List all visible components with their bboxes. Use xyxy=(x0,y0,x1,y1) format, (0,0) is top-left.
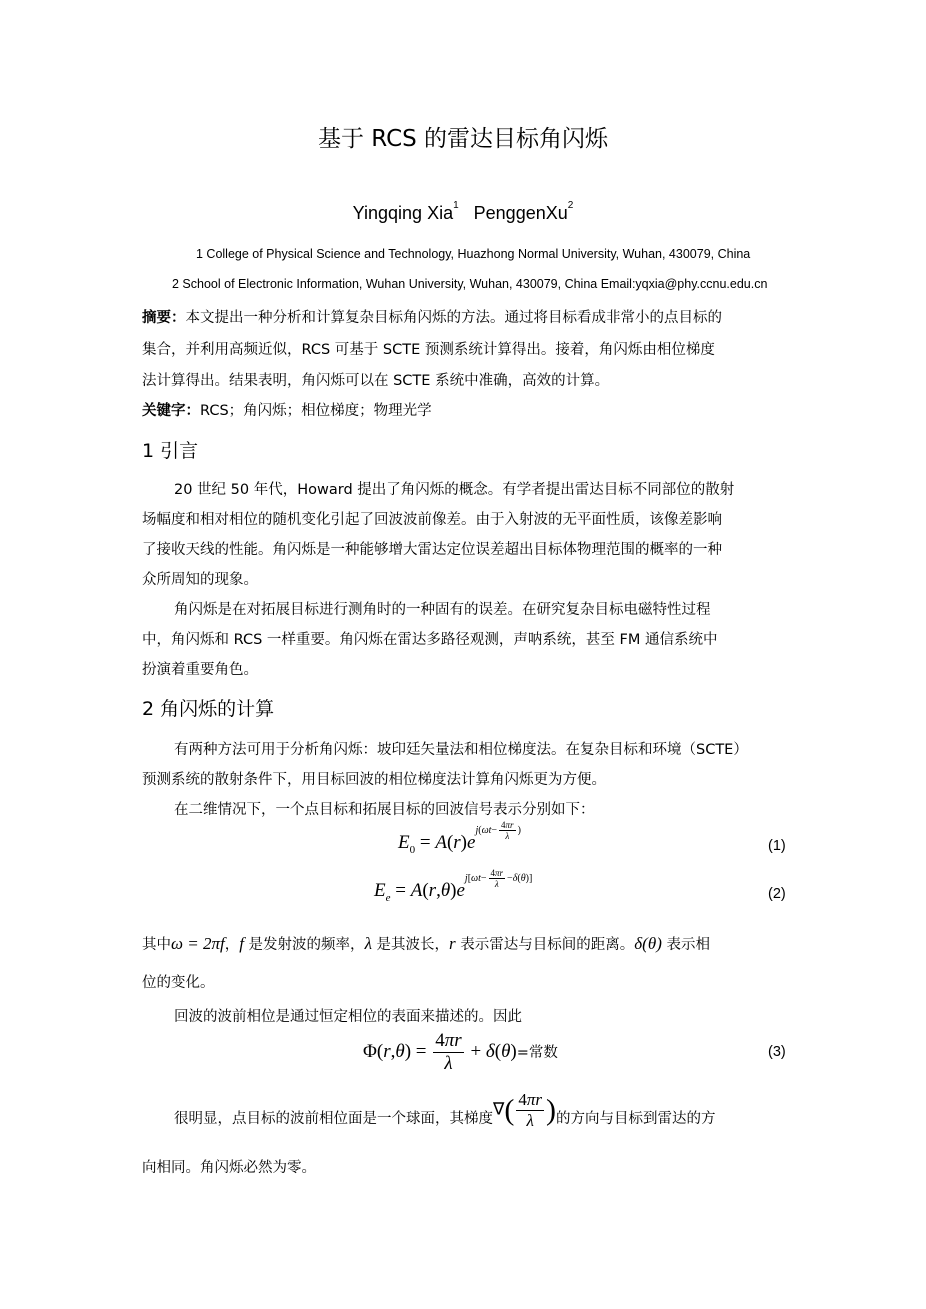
author-2: PenggenXu xyxy=(473,203,568,223)
s2-p4-text-a: 很明显，点目标的波前相位面是一个球面，其梯度 xyxy=(174,1110,493,1127)
where-omega: ω = 2πf xyxy=(171,934,225,953)
equation-3-number: (3) xyxy=(768,1044,786,1060)
s2-p4-line-2: 向相同。角闪烁必然为零。 xyxy=(142,1160,316,1176)
s2-p4-text-b: 的方向与目标到雷达的方 xyxy=(556,1110,716,1127)
s1-p2-line-3: 扮演着重要角色。 xyxy=(142,662,258,678)
equation-1-number: (1) xyxy=(768,838,786,854)
paper-title: 基于 RCS 的雷达目标角闪烁 xyxy=(317,126,609,152)
where-r: r xyxy=(449,934,456,953)
abstract-line-3: 法计算得出。结果表明，角闪烁可以在 SCTE 系统中准确，高效的计算。 xyxy=(142,373,610,389)
where-text-1: ， xyxy=(224,937,240,953)
section-2-heading: 2 角闪烁的计算 xyxy=(142,698,275,720)
abstract-label: 摘要： xyxy=(142,310,186,326)
s2-p1-line-2: 预测系统的散射条件下，用目标回波的相位梯度法计算角闪烁更为方便。 xyxy=(142,772,606,788)
s1-p2-line-2: 中，角闪烁和 RCS 一样重要。角闪烁在雷达多路径观测，声呐系统，甚至 FM 通信系统中 xyxy=(142,632,718,648)
where-line-1 xyxy=(142,933,710,954)
equation-1: $E_0 = A(r)e^{j(\omega t- \frac{4\pi r}{\lambda} )}$ xyxy=(398,820,521,856)
abstract-line-2: 集合，并利用高频近似，RCS 可基于 SCTE 预测系统计算得出。接着，角闪烁由相位梯度 xyxy=(142,342,715,358)
s2-p3: 回波的波前相位是通过恒定相位的表面来描述的。因此 xyxy=(174,1009,522,1025)
equation-2: $E_e = A(r,\theta)e^{j[\omega t- \frac{4\pi r}{\lambda} -\delta(\theta)]}$ xyxy=(374,868,533,904)
author-2-superscript: 2 xyxy=(567,200,574,211)
equation-3-const: =常数 xyxy=(516,1044,558,1061)
where-text-3: 是其波长， xyxy=(371,937,450,953)
s1-p1-line-1: 20 世纪 50 年代，Howard 提出了角闪烁的概念。有学者提出雷达目标不同部位的散射 xyxy=(174,482,735,498)
equation-3: Φ(r,θ) = $\frac{4\pi r}{\lambda}$ + δ(θ)=常数 xyxy=(363,1030,558,1074)
where-f: f xyxy=(239,934,244,953)
s1-p2-line-1: 角闪烁是在对拓展目标进行测角时的一种固有的误差。在研究复杂目标电磁特性过程 xyxy=(174,602,711,618)
keywords-label: 关键字： xyxy=(142,403,200,419)
equation-2-number: (2) xyxy=(768,886,786,902)
section-1-heading: 1 引言 xyxy=(142,440,199,462)
where-text-4: 表示雷达与目标间的距离。 xyxy=(455,937,635,953)
where-line-2: 位的变化。 xyxy=(142,975,215,991)
gradient-expression: ∇( $\frac{4\pi r}{\lambda}$ ) xyxy=(493,1090,557,1130)
affiliation-1: 1 College of Physical Science and Technology, Huazhong Normal University, Wuhan, 430079, China xyxy=(196,247,751,261)
keywords-text: RCS；角闪烁；相位梯度；物理光学 xyxy=(200,403,432,419)
affiliation-2: 2 School of Electronic Information, Wuhan University, Wuhan, 430079, China Email:yqxia@phy.ccnu.edu.cn xyxy=(172,277,768,291)
author-1: Yingqing Xia xyxy=(352,203,454,223)
where-lambda: λ xyxy=(364,934,372,953)
where-text-2: 是发射波的频率， xyxy=(243,937,365,953)
s1-p1-line-4: 众所周知的现象。 xyxy=(142,572,258,588)
where-delta: δ(θ) xyxy=(634,934,662,953)
s1-p1-line-2: 场幅度和相对相位的随机变化引起了回波波前像差。由于入射波的无平面性质，该像差影响 xyxy=(142,512,722,528)
author-line xyxy=(0,200,926,224)
s1-p1-line-3: 了接收天线的性能。角闪烁是一种能够增大雷达定位误差超出目标体物理范围的概率的一种 xyxy=(142,542,722,558)
author-1-superscript: 1 xyxy=(453,200,459,211)
abstract-text-1: 本文提出一种分析和计算复杂目标角闪烁的方法。通过将目标看成非常小的点目标的 xyxy=(185,310,722,326)
where-prefix: 其中 xyxy=(142,937,171,953)
keywords-line xyxy=(142,399,432,420)
s2-p1-line-1: 有两种方法可用于分析角闪烁：坡印廷矢量法和相位梯度法。在复杂目标和环境（SCTE） xyxy=(174,742,748,758)
where-text-5: 表示相 xyxy=(661,937,710,953)
s2-p2: 在二维情况下，一个点目标和拓展目标的回波信号表示分别如下： xyxy=(174,802,595,818)
abstract-line-1 xyxy=(142,306,722,327)
s2-p4-line-1 xyxy=(174,1090,716,1131)
